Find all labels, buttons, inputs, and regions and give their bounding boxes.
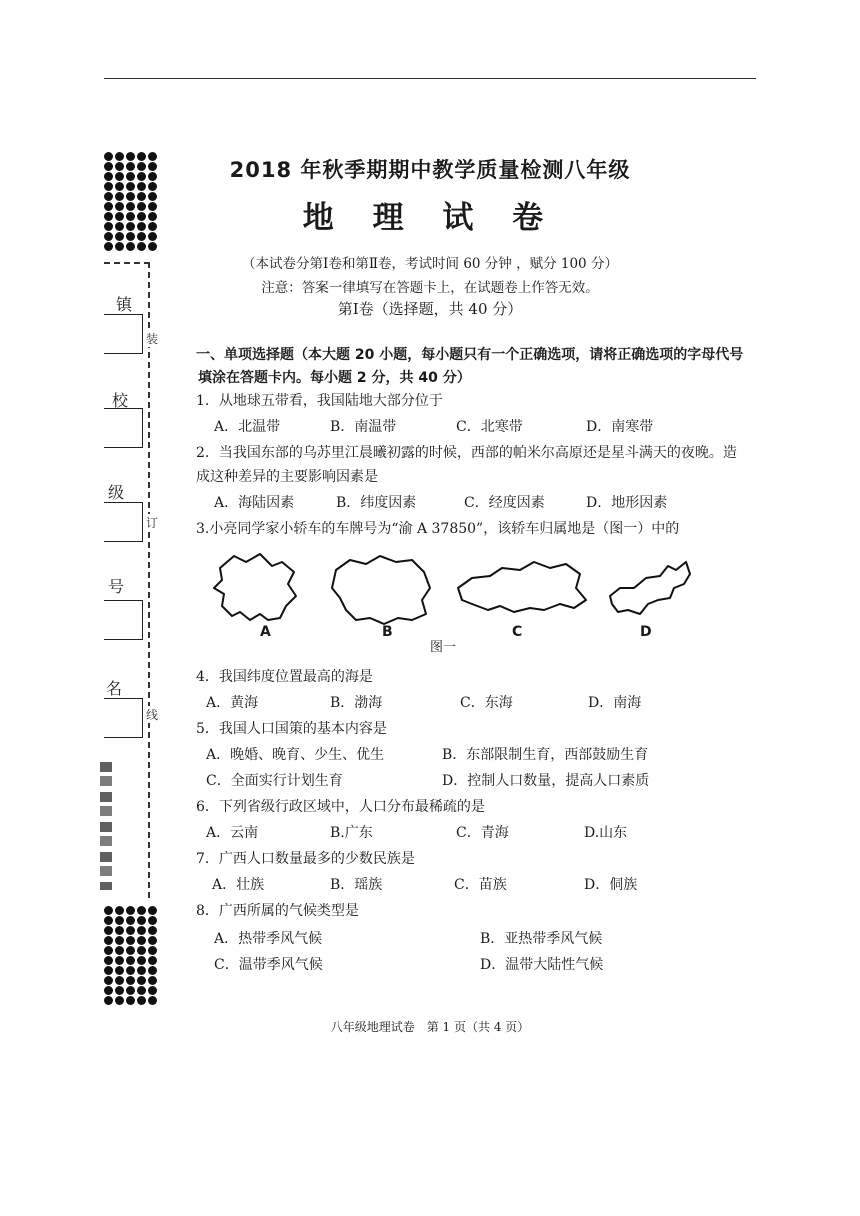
binding-dot: [104, 976, 113, 985]
binding-dot: [137, 906, 146, 915]
q6-option-c: C．青海: [456, 825, 509, 841]
section-heading-line2: 填涂在答题卡内。每小题 2 分，共 40 分）: [198, 370, 471, 386]
q4-option-c: C．东海: [460, 695, 513, 711]
binding-dot: [137, 946, 146, 955]
town-field[interactable]: [104, 314, 143, 354]
binding-dot: [148, 986, 157, 995]
q7-option-c: C．苗族: [454, 877, 507, 893]
name-label: 名: [106, 679, 123, 698]
binding-dot: [126, 242, 135, 251]
binding-dot: [148, 946, 157, 955]
q6-option-a: A．云南: [206, 825, 259, 841]
q6-option-d: D.山东: [584, 825, 628, 841]
binding-dot: [137, 986, 146, 995]
q7-option-b: B．瑶族: [330, 877, 383, 893]
figure-caption: 图一: [430, 640, 457, 655]
binding-dot: [137, 976, 146, 985]
q1-option-d: D．南寒带: [586, 419, 654, 435]
binding-mark-ding: 订: [146, 516, 159, 530]
q4-option-b: B．渤海: [330, 695, 383, 711]
number-field[interactable]: [104, 600, 143, 640]
q8-option-b: B．亚热带季风气候: [480, 931, 603, 947]
binding-dot: [104, 996, 113, 1005]
binding-dot: [137, 966, 146, 975]
binding-dot: [126, 906, 135, 915]
binding-dot: [104, 946, 113, 955]
question-7-stem: 7．广西人口数量最多的少数民族是: [196, 851, 415, 867]
q6-option-b: B.广东: [330, 825, 373, 841]
number-label: 号: [108, 577, 125, 596]
binding-mark-xian: 线: [146, 708, 159, 722]
school-label: 校: [112, 391, 129, 410]
binding-dot: [137, 956, 146, 965]
page-footer: 八年级地理试卷 第 1 页（共 4 页）: [330, 1020, 530, 1034]
q1-option-a: A．北温带: [214, 419, 281, 435]
binding-dot: [115, 916, 124, 925]
q2-option-a: A．海陆因素: [214, 495, 295, 511]
q7-option-a: A．壮族: [212, 877, 265, 893]
binding-dot: [126, 936, 135, 945]
q8-option-a: A．热带季风气候: [214, 931, 323, 947]
binding-dot: [104, 916, 113, 925]
binding-dot: [126, 966, 135, 975]
binding-dot: [148, 926, 157, 935]
figure-label-a: A: [260, 624, 271, 640]
binding-dot: [148, 996, 157, 1005]
binding-dot: [126, 956, 135, 965]
q1-option-b: B．南温带: [330, 419, 397, 435]
question-1-stem: 1．从地球五带看，我国陆地大部分位于: [196, 393, 443, 409]
binding-dot: [104, 926, 113, 935]
province-outline-d: [610, 562, 690, 614]
exam-title: 2018 年秋季期期中教学质量检测八年级: [229, 158, 631, 182]
figure-label-b: B: [382, 624, 393, 640]
binding-dot: [148, 906, 157, 915]
exam-note-time: （本试卷分第Ⅰ卷和第Ⅱ卷，考试时间 60 分钟 ，赋分 100 分）: [242, 256, 618, 272]
exam-note-answer: 注意：答案一律填写在答题卡上，在试题卷上作答无效。: [261, 280, 599, 296]
binding-mark-zhuang: 装: [146, 332, 159, 346]
binding-dot: [104, 242, 113, 251]
figure-label-c: C: [512, 624, 523, 640]
binding-dot: [104, 966, 113, 975]
grade-field[interactable]: [104, 502, 143, 542]
school-field[interactable]: [104, 408, 143, 448]
binding-dot: [137, 996, 146, 1005]
section-heading-line1: 一、单项选择题（本大题 20 小题，每小题只有一个正确选项，请将正确选项的字母代号: [196, 347, 744, 363]
q7-option-d: D．侗族: [584, 877, 638, 893]
part-one-heading: 第Ⅰ卷（选择题，共 40 分）: [337, 300, 523, 318]
binding-dot: [126, 976, 135, 985]
binding-dot: [104, 906, 113, 915]
figure-label-d: D: [640, 624, 652, 640]
q5-option-d: D．控制人口数量，提高人口素质: [442, 773, 650, 789]
binding-dot: [148, 936, 157, 945]
binding-dot: [115, 242, 124, 251]
binding-dot: [126, 986, 135, 995]
binding-dot: [137, 242, 146, 251]
q8-option-c: C．温带季风气候: [214, 957, 323, 973]
binding-cut-line: [148, 262, 150, 898]
question-2-stem: 2．当我国东部的乌苏里江晨曦初露的时候，西部的帕米尔高原还是星斗满天的夜晚。造: [196, 445, 737, 461]
scan-smudge: [100, 762, 112, 890]
binding-dot: [126, 996, 135, 1005]
q5-option-c: C．全面实行计划生育: [206, 773, 343, 789]
q5-option-a: A．晚婚、晚育、少生、优生: [206, 747, 385, 763]
q2-option-b: B．纬度因素: [336, 495, 417, 511]
province-outline-c: [458, 562, 586, 612]
question-6-stem: 6．下列省级行政区域中，人口分布最稀疏的是: [196, 799, 485, 815]
province-outline-b: [332, 556, 430, 624]
binding-dot: [115, 976, 124, 985]
town-label: 镇: [116, 295, 133, 314]
q1-option-c: C．北寒带: [456, 419, 523, 435]
binding-dot: [115, 956, 124, 965]
binding-dot: [148, 242, 157, 251]
binding-dot: [115, 966, 124, 975]
question-2-stem-cont: 成这种差异的主要影响因素是: [196, 469, 378, 485]
binding-dot: [115, 946, 124, 955]
binding-dot: [115, 936, 124, 945]
q5-option-b: B．东部限制生育，西部鼓励生育: [442, 747, 649, 763]
grade-label: 级: [108, 483, 125, 502]
binding-dot: [115, 906, 124, 915]
q2-option-d: D．地形因素: [586, 495, 668, 511]
binding-dots-bottom: [104, 906, 160, 1005]
binding-dot: [137, 936, 146, 945]
binding-dot: [148, 916, 157, 925]
section-heading: [196, 344, 756, 390]
exam-subject: 地 理 试 卷: [302, 200, 558, 236]
binding-dot: [137, 916, 146, 925]
binding-dot: [126, 916, 135, 925]
name-field[interactable]: [104, 698, 143, 738]
binding-dot: [137, 926, 146, 935]
binding-dot: [115, 996, 124, 1005]
binding-dot: [104, 936, 113, 945]
binding-dot: [126, 926, 135, 935]
question-5-stem: 5．我国人口国策的基本内容是: [196, 721, 387, 737]
binding-dot: [104, 956, 113, 965]
question-3-stem: 3.小亮同学家小轿车的车牌号为“渝 A 37850”，该轿车归属地是（图一）中的: [196, 521, 680, 537]
question-8-stem: 8．广西所属的气候类型是: [196, 903, 359, 919]
question-4-stem: 4．我国纬度位置最高的海是: [196, 669, 373, 685]
q8-option-d: D．温带大陆性气候: [480, 957, 604, 973]
binding-dot: [104, 986, 113, 995]
binding-dot: [148, 966, 157, 975]
q2-option-c: C．经度因素: [464, 495, 545, 511]
binding-dot: [148, 976, 157, 985]
binding-dot: [115, 986, 124, 995]
province-outline-a: [214, 554, 296, 620]
top-rule: [104, 78, 756, 79]
binding-dot: [115, 926, 124, 935]
binding-dot: [148, 956, 157, 965]
binding-dot: [126, 946, 135, 955]
q4-option-a: A．黄海: [206, 695, 259, 711]
q4-option-d: D．南海: [588, 695, 642, 711]
